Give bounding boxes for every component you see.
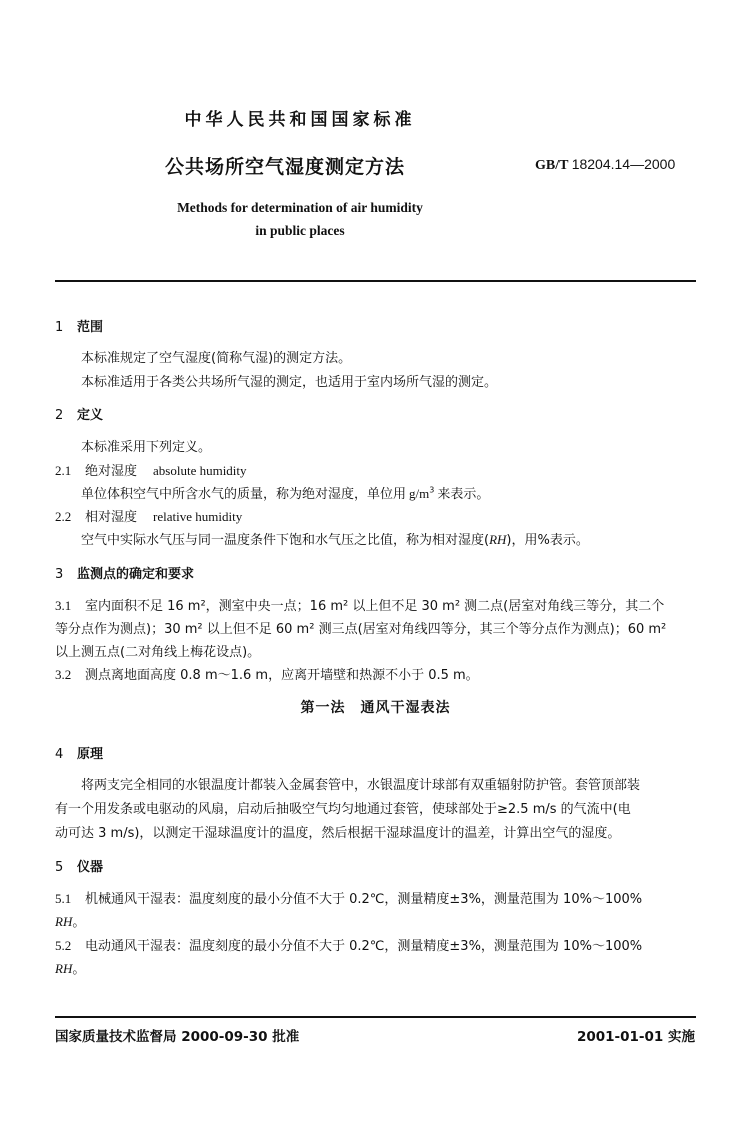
- rh-symbol: RH: [489, 532, 507, 547]
- paragraph: 本标准适用于各类公共场所气湿的测定，也适用于室内场所气湿的测定。: [81, 375, 498, 390]
- term-cn: 相对湿度: [85, 510, 138, 525]
- method-1-title: 第一法 通风干湿表法: [300, 700, 451, 716]
- header-divider: [55, 280, 696, 282]
- clause-number: 5.2: [55, 938, 72, 953]
- standard-org-heading: 中华人民共和国国家标准: [184, 110, 416, 130]
- principle-line2: 有一个用发条或电驱动的风扇，启动后抽吸空气均匀地通过套管，使球部处于≥2.5 m/s 的气流中(电: [55, 802, 631, 817]
- principle-line1: 将两支完全相同的水银温度计都装入金属套管中，水银温度计球部有双重辐射防护管。套管顶部装: [81, 778, 641, 793]
- clause-3-2: [55, 664, 479, 683]
- approval-date: 国家质量技术监督局 2000-09-30 批准: [55, 1029, 300, 1045]
- implementation-date: 2001-01-01 实施: [576, 1029, 695, 1045]
- rh-symbol: RH: [55, 914, 73, 929]
- section-1-heading: [55, 316, 103, 335]
- superscript: 3: [429, 485, 435, 495]
- text-run: 来表示。: [437, 487, 490, 502]
- text-run: 机械通风干湿表：温度刻度的最小分值不大于 0.2℃，测量精度±3%，测量范围为 10%～100%: [85, 892, 643, 907]
- clause-5-2: [55, 935, 642, 954]
- unit: g/m: [409, 486, 430, 501]
- definition-2-1-heading: [55, 460, 247, 479]
- standard-code: [535, 156, 675, 174]
- definition-2-2-heading: [55, 506, 242, 525]
- standard-code-prefix: GB/T: [535, 158, 569, 173]
- rh-symbol: RH: [55, 961, 73, 976]
- english-title-line1: Methods for determination of air humidity: [177, 200, 423, 215]
- clause-3-1-line3: 以上测五点(二对角线上梅花设点)。: [55, 645, 261, 660]
- section-title: 监测点的确定和要求: [77, 567, 195, 582]
- text-run: )，用%表示。: [506, 533, 589, 548]
- term-en: relative humidity: [153, 509, 243, 524]
- clause-number: 3.1: [55, 598, 72, 613]
- section-title: 仪器: [77, 860, 104, 875]
- document-title: 公共场所空气湿度测定方法: [165, 156, 406, 178]
- section-5-heading: [55, 856, 103, 875]
- clause-number: 2.1: [55, 463, 72, 478]
- clause-3-1-line1: [55, 595, 664, 614]
- clause-number: 3.2: [55, 667, 72, 682]
- text-run: 测点离地面高度 0.8 m～1.6 m，应离开墙壁和热源不小于 0.5 m。: [85, 668, 479, 683]
- section-2-heading: [55, 404, 103, 423]
- text-run: 。: [72, 915, 86, 930]
- section-title: 定义: [77, 408, 104, 423]
- clause-number: 2.2: [55, 509, 72, 524]
- clause-5-2-cont: [55, 958, 85, 977]
- section-title: 原理: [77, 747, 104, 762]
- section-3-heading: [55, 563, 194, 582]
- clause-5-1-cont: [55, 911, 85, 930]
- text-run: 室内面积不足 16 m²，测室中央一点；16 m² 以上但不足 30 m² 测二点(居室对角线三等分，其二个: [85, 599, 665, 614]
- clause-5-1: [55, 888, 642, 907]
- paragraph: 本标准规定了空气湿度(简称气湿)的测定方法。: [81, 351, 352, 366]
- principle-line3: 动可达 3 m/s)，以测定干湿球温度计的温度，然后根据干湿球温度计的温差，计算出空气的湿度。: [55, 826, 621, 841]
- clause-3-1-line2: 等分点作为测点)；30 m² 以上但不足 60 m² 测三点(居室对角线四等分，其三个等分点作为测点)；60 m²: [55, 622, 667, 637]
- text-run: 空气中实际水气压与同一温度条件下饱和水气压之比值，称为相对湿度(: [81, 533, 490, 548]
- section-number: 4: [55, 747, 64, 762]
- clause-number: 5.1: [55, 891, 72, 906]
- footer-divider: [55, 1016, 696, 1018]
- standard-code-number: 18204.14—2000: [571, 156, 676, 172]
- term-cn: 绝对湿度: [85, 464, 138, 479]
- text-run: 电动通风干湿表：温度刻度的最小分值不大于 0.2℃，测量精度±3%，测量范围为 10%～100%: [85, 939, 643, 954]
- section-number: 3: [55, 567, 64, 582]
- definition-2-1-text: [81, 483, 489, 502]
- term-en: absolute humidity: [153, 463, 247, 478]
- english-title-line2: in public places: [255, 223, 345, 238]
- section-number: 2: [55, 408, 64, 423]
- section-title: 范围: [77, 320, 104, 335]
- text-run: 。: [72, 962, 86, 977]
- section-number: 5: [55, 860, 64, 875]
- section-number: 1: [55, 320, 64, 335]
- paragraph: 本标准采用下列定义。: [81, 440, 212, 455]
- section-4-heading: [55, 743, 103, 762]
- text-run: 单位体积空气中所含水气的质量，称为绝对湿度，单位用: [81, 487, 407, 502]
- definition-2-2-text: [81, 529, 589, 548]
